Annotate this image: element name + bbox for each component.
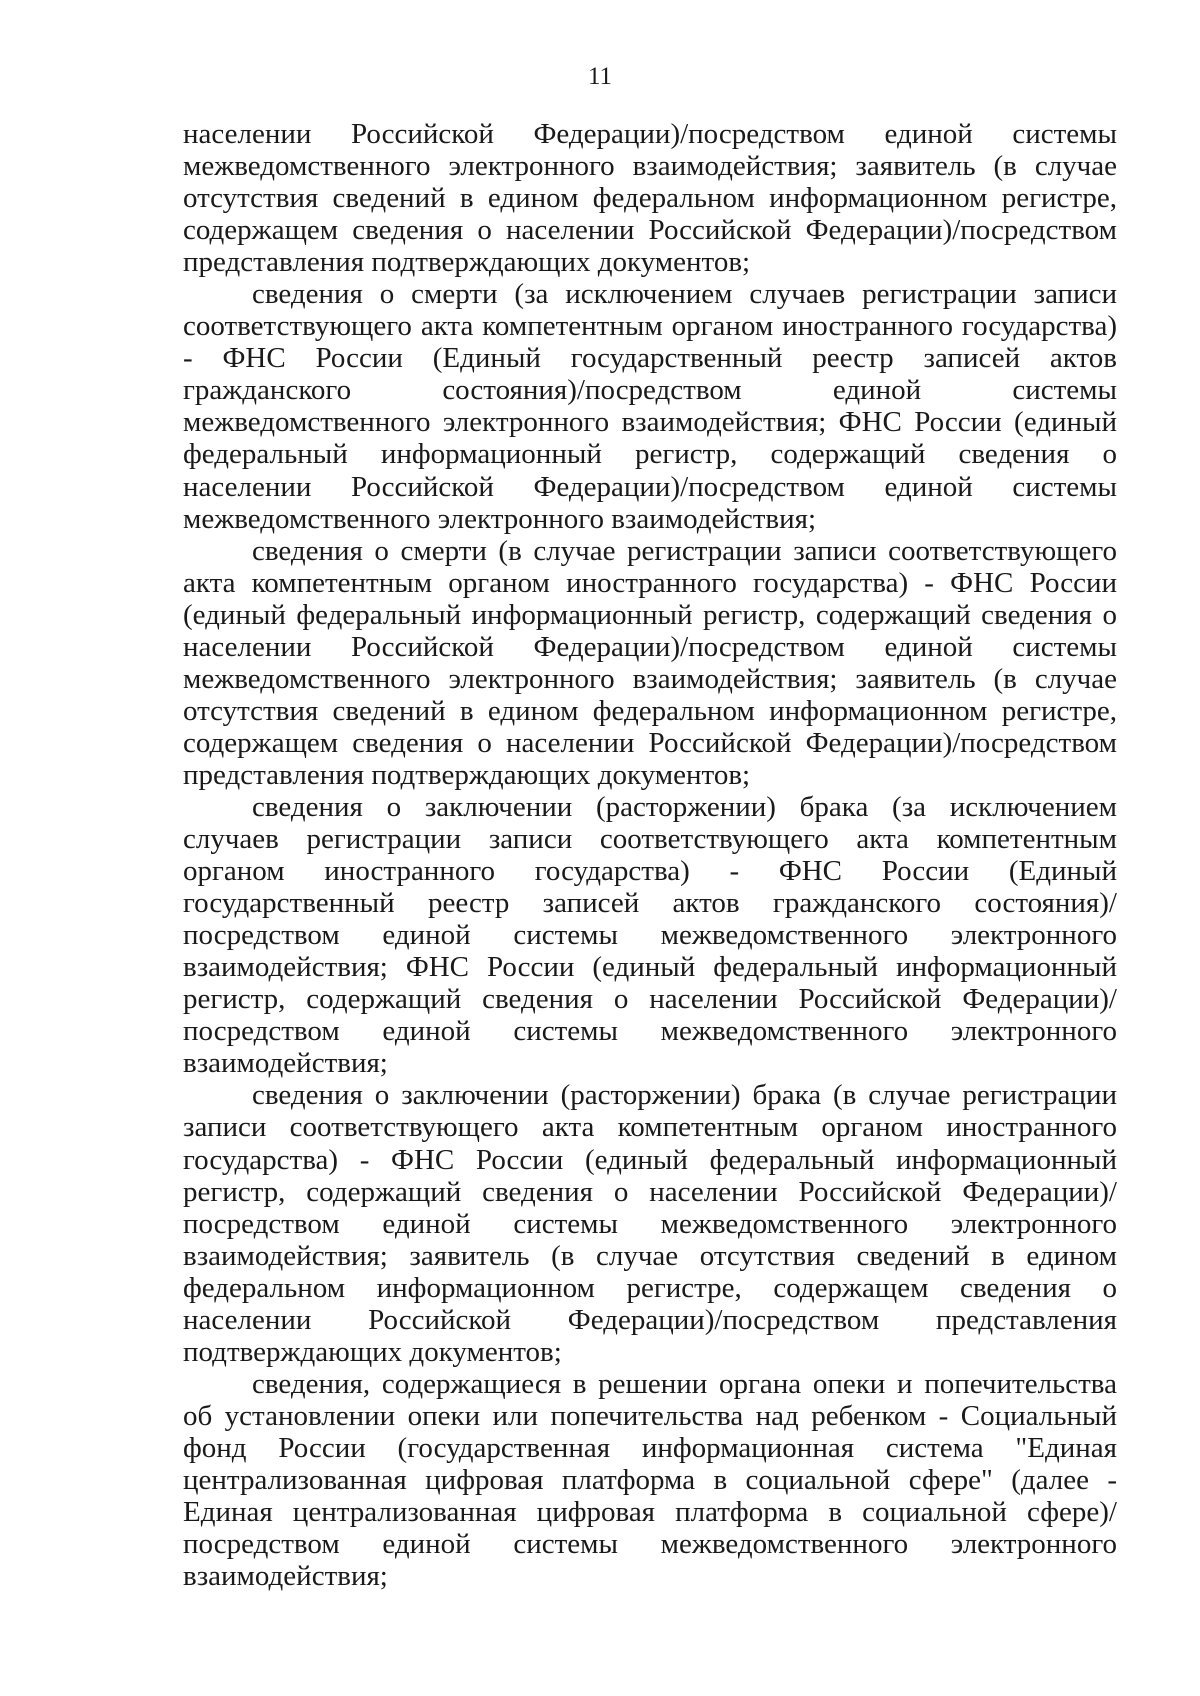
paragraph-continuation: населении Российской Федерации)/посредством единой системы межведомственного электронного взаимодействия; заявитель (в случае отсутствия сведений в едином федеральном информационном регистре, содержащем сведения о населении Российской Федерации)/посредством представления подтверждающих документов; xyxy=(183,118,1117,279)
paragraph-death-info-domestic: сведения о смерти (за исключением случаев регистрации записи соответствующего акта компетентным органом иностранного государства) - ФНС России (Единый государственный реестр записей актов гражданского состояния)/посредством единой системы межведомственного электронного взаимодействия; ФНС России (единый федеральный информационный регистр, содержащий сведения о населении Российской Федерации)/посредством единой системы межведомственного электронного взаимодействия; xyxy=(183,278,1117,535)
document-body xyxy=(183,118,1117,1592)
paragraph-guardianship-info: сведения, содержащиеся в решении органа опеки и попечительства об установлении опеки или попечительства над ребенком - Социальный фонд России (государственная информационная система "Единая централизованная цифровая платформа в социальной сфере" (далее - Единая централизованная цифровая платформа в социальной сфере)/посредством единой системы межведомственного электронного взаимодействия; xyxy=(183,1367,1117,1593)
page-number: 11 xyxy=(587,63,613,90)
paragraph-marriage-info-domestic: сведения о заключении (расторжении) брака (за исключением случаев регистрации записи соответствующего акта компетентным органом иностранного государства) - ФНС России (Единый государственный реестр записей актов гражданского состояния)/посредством единой системы межведомственного электронного взаимодействия; ФНС России (единый федеральный информационный регистр, содержащий сведения о населении Российской Федерации)/посредством единой системы межведомственного электронного взаимодействия; xyxy=(183,790,1117,1080)
paragraph-death-info-foreign: сведения о смерти (в случае регистрации записи соответствующего акта компетентным органом иностранного государства) - ФНС России (единый федеральный информационный регистр, содержащий сведения о населении Российской Федерации)/посредством единой системы межведомственного электронного взаимодействия; заявитель (в случае отсутствия сведений в едином федеральном информационном регистре, содержащем сведения о населении Российской Федерации)/посредством представления подтверждающих документов; xyxy=(183,534,1117,791)
paragraph-marriage-info-foreign: сведения о заключении (расторжении) брака (в случае регистрации записи соответствующего акта компетентным органом иностранного государства) - ФНС России (единый федеральный информационный регистр, содержащий сведения о населении Российской Федерации)/посредством единой системы межведомственного электронного взаимодействия; заявитель (в случае отсутствия сведений в едином федеральном информационном регистре, содержащем сведения о населении Российской Федерации)/посредством представления подтверждающих документов; xyxy=(183,1079,1117,1368)
